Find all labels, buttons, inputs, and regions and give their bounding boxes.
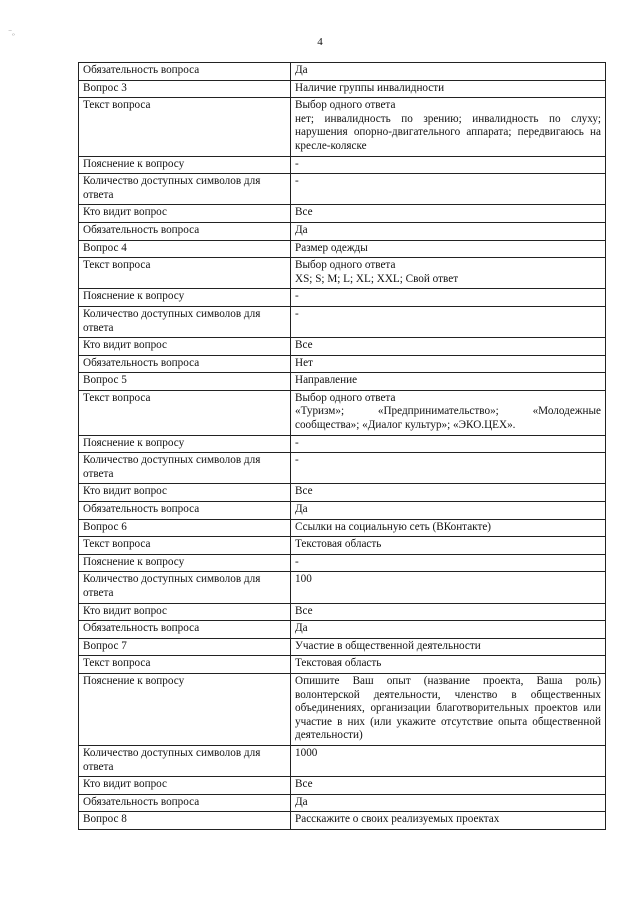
row-value	[291, 390, 606, 435]
table-row	[79, 453, 606, 484]
table-row	[79, 484, 606, 502]
row-label: Количество доступных символов для ответа	[79, 745, 291, 776]
row-value-line: Размер одежды	[295, 241, 368, 254]
row-label: Кто видит вопрос	[79, 603, 291, 621]
table-row	[79, 390, 606, 435]
row-value-line: Расскажите о своих реализуемых проектах	[295, 813, 500, 826]
row-value-line: нет; инвалидность по зрению; инвалидность по слуху; нарушения опорно-двигательного аппарата; передвигаюсь на кресле-коляске	[295, 112, 601, 152]
table-row	[79, 673, 606, 745]
row-label: Пояснение к вопросу	[79, 673, 291, 745]
row-label: Кто видит вопрос	[79, 338, 291, 356]
table-row	[79, 174, 606, 205]
row-value-line: Текстовая область	[295, 538, 382, 551]
row-value	[291, 453, 606, 484]
row-value	[291, 338, 606, 356]
row-value-line: Ссылки на социальную сеть (ВКонтакте)	[295, 520, 492, 533]
row-value	[291, 373, 606, 391]
table-row	[79, 98, 606, 156]
row-label: Обязательность вопроса	[79, 621, 291, 639]
row-value	[291, 812, 606, 830]
row-label: Вопрос 8	[79, 812, 291, 830]
row-value-line: Все	[295, 778, 313, 791]
row-value	[291, 745, 606, 776]
row-value	[291, 435, 606, 453]
table-row	[79, 537, 606, 555]
row-value-line: Текстовая область	[295, 657, 382, 670]
row-value	[291, 603, 606, 621]
row-value-line: -	[295, 555, 299, 568]
row-label: Обязательность вопроса	[79, 502, 291, 520]
row-value	[291, 794, 606, 812]
row-label: Вопрос 5	[79, 373, 291, 391]
row-value	[291, 572, 606, 603]
row-value-line: Выбор одного ответа	[295, 259, 396, 272]
row-value-line: -	[295, 175, 299, 188]
row-label: Пояснение к вопросу	[79, 554, 291, 572]
row-value	[291, 777, 606, 795]
row-label: Обязательность вопроса	[79, 794, 291, 812]
row-value-line: Да	[295, 503, 308, 516]
questionnaire-spec-table	[78, 62, 606, 830]
table-row	[79, 777, 606, 795]
row-value	[291, 174, 606, 205]
row-value-line: Участие в общественной деятельности	[295, 639, 481, 652]
row-value-line: Все	[295, 339, 313, 352]
table-row	[79, 572, 606, 603]
row-value-line: Да	[295, 64, 308, 76]
row-value-line: -	[295, 436, 299, 449]
row-value-line: Да	[295, 622, 308, 635]
page-number: 4	[317, 36, 323, 48]
row-label: Текст вопроса	[79, 258, 291, 289]
row-value	[291, 240, 606, 258]
row-value-line: Наличие группы инвалидности	[295, 81, 445, 94]
row-label: Вопрос 4	[79, 240, 291, 258]
row-value-line: -	[295, 290, 299, 303]
table-row	[79, 289, 606, 307]
row-label: Кто видит вопрос	[79, 205, 291, 223]
table-row	[79, 156, 606, 174]
table-row	[79, 435, 606, 453]
row-value-line: Все	[295, 206, 313, 219]
row-value	[291, 156, 606, 174]
row-value	[291, 355, 606, 373]
table-row	[79, 338, 606, 356]
table-row	[79, 240, 606, 258]
table-row	[79, 502, 606, 520]
table-row	[79, 258, 606, 289]
row-label: Количество доступных символов для ответа	[79, 174, 291, 205]
row-label: Кто видит вопрос	[79, 484, 291, 502]
row-value-line: 1000	[295, 746, 318, 759]
table-row	[79, 373, 606, 391]
row-value-line: Выбор одного ответа	[295, 99, 396, 112]
row-label: Пояснение к вопросу	[79, 435, 291, 453]
row-value-line: Все	[295, 604, 313, 617]
row-value	[291, 519, 606, 537]
row-label: Кто видит вопрос	[79, 777, 291, 795]
table-row	[79, 80, 606, 98]
row-value	[291, 98, 606, 156]
table-row	[79, 812, 606, 830]
table-row	[79, 638, 606, 656]
row-value	[291, 656, 606, 674]
table-row	[79, 355, 606, 373]
row-value-line: Нет	[295, 356, 313, 369]
row-label: Пояснение к вопросу	[79, 156, 291, 174]
row-label: Текст вопроса	[79, 656, 291, 674]
scan-mark: ⁻ₒ	[8, 28, 15, 37]
table-row	[79, 205, 606, 223]
row-label: Вопрос 6	[79, 519, 291, 537]
row-value	[291, 554, 606, 572]
row-value-line: Да	[295, 795, 308, 808]
table-row	[79, 554, 606, 572]
row-label: Текст вопроса	[79, 98, 291, 156]
table-row	[79, 63, 606, 81]
row-value-line: 100	[295, 573, 312, 586]
row-label: Вопрос 3	[79, 80, 291, 98]
row-value-line: -	[295, 307, 299, 320]
row-value	[291, 537, 606, 555]
row-value	[291, 63, 606, 81]
row-value	[291, 205, 606, 223]
row-value	[291, 80, 606, 98]
row-value-line: Все	[295, 485, 313, 498]
row-value	[291, 502, 606, 520]
row-value-line: Да	[295, 223, 308, 236]
table-row	[79, 621, 606, 639]
row-label: Вопрос 7	[79, 638, 291, 656]
table-row	[79, 306, 606, 337]
table-row	[79, 794, 606, 812]
row-label: Обязательность вопроса	[79, 63, 291, 81]
row-value-line: XS; S; M; L; XL; XXL; Свой ответ	[295, 272, 459, 285]
table-row	[79, 519, 606, 537]
row-value	[291, 673, 606, 745]
row-label: Обязательность вопроса	[79, 355, 291, 373]
row-value	[291, 258, 606, 289]
row-value	[291, 289, 606, 307]
row-value	[291, 222, 606, 240]
table-row	[79, 222, 606, 240]
row-value-line: «Туризм»; «Предпринимательство»; «Молодежные сообщества»; «Диалог культур»; «ЭКО.ЦЕХ».	[295, 405, 601, 432]
row-label: Количество доступных символов для ответа	[79, 306, 291, 337]
row-label: Текст вопроса	[79, 390, 291, 435]
row-label: Обязательность вопроса	[79, 222, 291, 240]
table-row	[79, 656, 606, 674]
row-value-line: Опишите Ваш опыт (название проекта, Ваша роль) волонтерской деятельности, членство в общественных объединениях, организации благотворительных проектов или участие в них (или укажите отсутствие опыта общественной деятельности)	[295, 674, 601, 742]
row-value-line: Выбор одного ответа	[295, 391, 396, 404]
row-value	[291, 306, 606, 337]
table-row	[79, 603, 606, 621]
row-label: Количество доступных символов для ответа	[79, 453, 291, 484]
row-value-line: Направление	[295, 374, 358, 387]
row-label: Пояснение к вопросу	[79, 289, 291, 307]
row-value-line: -	[295, 454, 299, 467]
row-label: Количество доступных символов для ответа	[79, 572, 291, 603]
row-value	[291, 638, 606, 656]
table-row	[79, 745, 606, 776]
row-value-line: -	[295, 157, 299, 170]
row-value	[291, 484, 606, 502]
row-label: Текст вопроса	[79, 537, 291, 555]
row-value	[291, 621, 606, 639]
